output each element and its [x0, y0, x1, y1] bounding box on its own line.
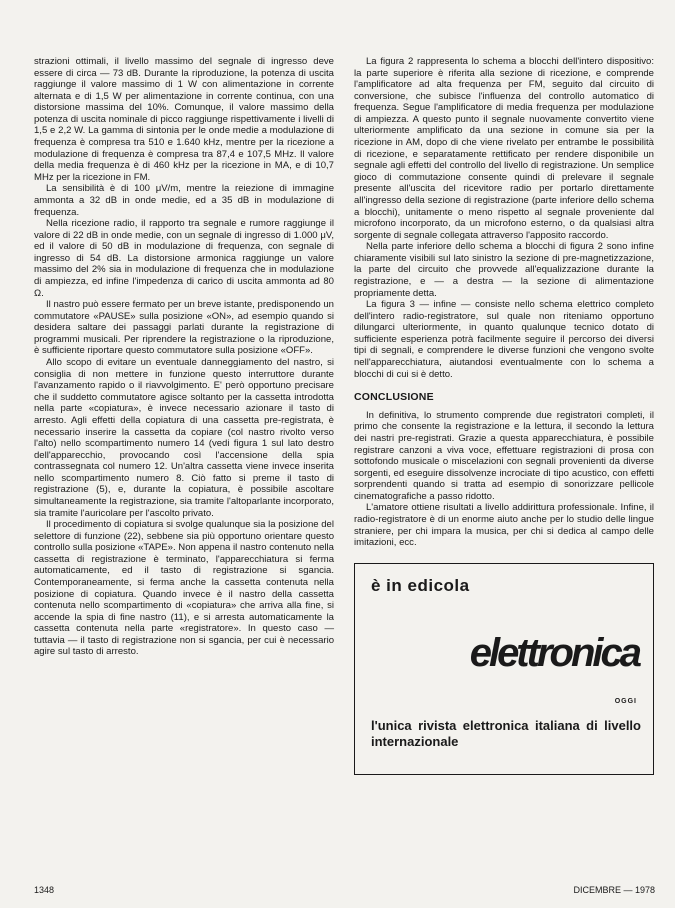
- magazine-logo-subtitle: OGGI: [614, 697, 637, 705]
- right-column: [354, 56, 654, 775]
- magazine-logo: elettronica: [469, 630, 639, 675]
- paragraph: La sensibilità è di 100 μV/m, mentre la reiezione di immagine ammonta a 32 dB in onde medie, ed a 35 dB in modulazione di frequenza.: [34, 183, 334, 218]
- paragraph: Il nastro può essere fermato per un breve istante, predisponendo un commutatore «PAUSE» sulla posizione «ON», ad esempio quando si desidera saltare dei passaggi parlati durante la registrazione di programmi musicali. Per riprendere la registrazione o la riproduzione, è sufficiente riportare questo commutatore sulla posizione «OFF».: [34, 299, 334, 357]
- magazine-advertisement: [354, 563, 654, 775]
- paragraph: L'amatore ottiene risultati a livello addirittura professionale. Infine, il radio-registratore è di un enorme aiuto anche per lo studio delle lingue straniere, per chi impara la musica, per chi si dedica al campo delle imitazioni, ecc.: [354, 502, 654, 549]
- issue-date: DICEMBRE — 1978: [573, 885, 655, 895]
- ad-tagline: l'unica rivista elettronica italiana di livello internazionale: [371, 717, 641, 749]
- left-column: [34, 56, 334, 658]
- paragraph: In definitiva, lo strumento comprende due registratori completi, il primo che consente la registrazione e la lettura, il secondo la lettura dei nastri pre-registrati. Grazie a questa apparecchiatura, è possibile registrare canzoni a viva voce, effettuare registrazioni di prosa con sottofondo musicale o miscelazioni con segnali provenienti da diverse sorgenti, ed eseguire dissolvenze incrociate di tipo acustico, con effetti sorprendenti quando si tratta ad esempio di sonorizzare pellicole cinematografiche a passo ridotto.: [354, 409, 654, 502]
- paragraph: Nella parte inferiore dello schema a blocchi di figura 2 sono infine chiaramente visibili sul lato sinistro la sezione di pre-magnetizzazione, la parte del circuito che provvede all'equalizzazione durante la registrazione, e — a destra — la sezione di alimentazione propriamente detta.: [354, 241, 654, 299]
- paragraph: La figura 3 — infine — consiste nello schema elettrico completo dell'intero radio-registratore, sul quale non riteniamo opportuno dilungarci ulteriormente, in quanto qualunque tecnico dotato di sufficiente esperienza potrà facilmente seguire il percorso dei diversi tipi di segnali, e comprendere le diverse funzioni che vengono svolte nell'apparecchiatura, aiutandosi eventualmente con lo schema a blocchi di cui si è detto.: [354, 299, 654, 380]
- section-heading: CONCLUSIONE: [354, 391, 434, 404]
- paragraph: strazioni ottimali, il livello massimo del segnale di ingresso deve essere di circa — 73 dB. Durante la riproduzione, la potenza di uscita raggiunge il valore massimo di 1 W con alimentazione in corrente alternata e di 1,5 W per alimentazione in corrente continua, con una distorsione massima del 10%. Comunque, il valore massimo della potenza di uscita nominale di picco raggiunge rispettivamente i livelli di 1,5 e 2,2 W. La gamma di sintonia per le onde medie a modulazione di frequenza è compresa tra 510 e 1.640 kHz, mentre per la ricezione a modulazione di frequenza è compresa tra 87,4 e 107,5 MHz. Il valore della media frequenza è di 460 kHz per la ricezione in MA, e di 10,7 MHz per la ricezione in FM.: [34, 56, 334, 183]
- paragraph: Nella ricezione radio, il rapporto tra segnale e rumore raggiunge il valore di 22 dB in onde medie, con un segnale di ingresso di 1.000 μV, ed il valore di 50 dB in modulazione di frequenza, con segnale di ingresso di 54 dB. La distorsione armonica raggiunge un valore massimo del 2% sia in modulazione di frequenza che in modulazione di ampiezza, ed infine l'impedenza di carico di uscita ammonta ad 80 Ω.: [34, 218, 334, 299]
- paragraph: Allo scopo di evitare un eventuale danneggiamento del nastro, si consiglia di non mettere in funzione questo interruttore durante l'avanzamento rapido o il riavvolgimento. E' però opportuno precisare che il suddetto commutatore agisce soltanto per la cassetta introdotta nella parte «copiatura», è invece necessario azionare il tasto di arresto. Agli effetti della copiatura di una cassetta pre-registrata, è necessario inserire la cassetta da copiare (col nastro rivolto verso l'alto) nello scompartimento numero 14 (vedi figura 1 sul lato destro dell'apparecchio, provocando così l'accensione della spia contrassegnata col numero 12. Un'altra cassetta viene invece inserita nello scompartimento numero 8. Ciò fatto si preme il tasto di registrazione (5), e, durante la copiatura, è possibile ascoltare simultaneamente la registrazione, sia tramite l'altoparlante incorporato, sia tramite l'auricolare per l'ascolto privato.: [34, 357, 334, 519]
- page-number: 1348: [34, 885, 55, 895]
- paragraph: Il procedimento di copiatura si svolge qualunque sia la posizione del selettore di funzione (22), sebbene sia più opportuno orientare questo controllo sulla posizione «TAPE». Non appena il nastro contenuto nella cassetta di registrazione è terminato, l'apparecchiatura si ferma automaticamente, ed il tasto di registrazione si sgancia. Contemporaneamente, si ferma anche la cassetta contenuta nella posizione di copiatura. Quando invece è il nastro della cassetta contenuta nello scompartimento di «copiatura» che arriva alla fine, si accende la spia di fine nastro (11), e si arresta automaticamente la cassetta contenuta nella parte «registratore». In questo caso — tuttavia — il tasto di registrazione non si sgancia, per cui è necessario agire sul tasto di arresto.: [34, 519, 334, 658]
- ad-headline: è in edicola: [371, 575, 470, 595]
- paragraph: La figura 2 rappresenta lo schema a blocchi dell'intero dispositivo: la parte superiore è riferita alla sezione di ricezione, e comprende l'amplificatore ad alta frequenza per FM, seguito dal circuito di conversione, che subisce l'influenza del controllo automatico di frequenza. Segue l'amplificatore di media frequenza per modulazione di ampiezza. A questo punto il segnale nuovamente convertito viene ulteriormente amplificato da una sezione in comune sia per la ricezione in AM, dopo di che viene rivelato per entrambe le possibilità di ricezione, e separatamente rettificato per rendere disponibile un segnale agli effetti del controllo del livello di registrazione. Un semplice gioco di commutazione consente quindi di prelevare il segnale presente all'uscita del ricevitore radio per portarlo direttamente all'ingresso della sezione di registrazione (parte inferiore dello schema a blocchi), unitamente o meno rispetto al segnale proveniente dal microfono incorporato, da un microfono esterno, o da qualsiasi altra sorgente di segnale collegata attraverso l'apposito raccordo.: [354, 56, 654, 241]
